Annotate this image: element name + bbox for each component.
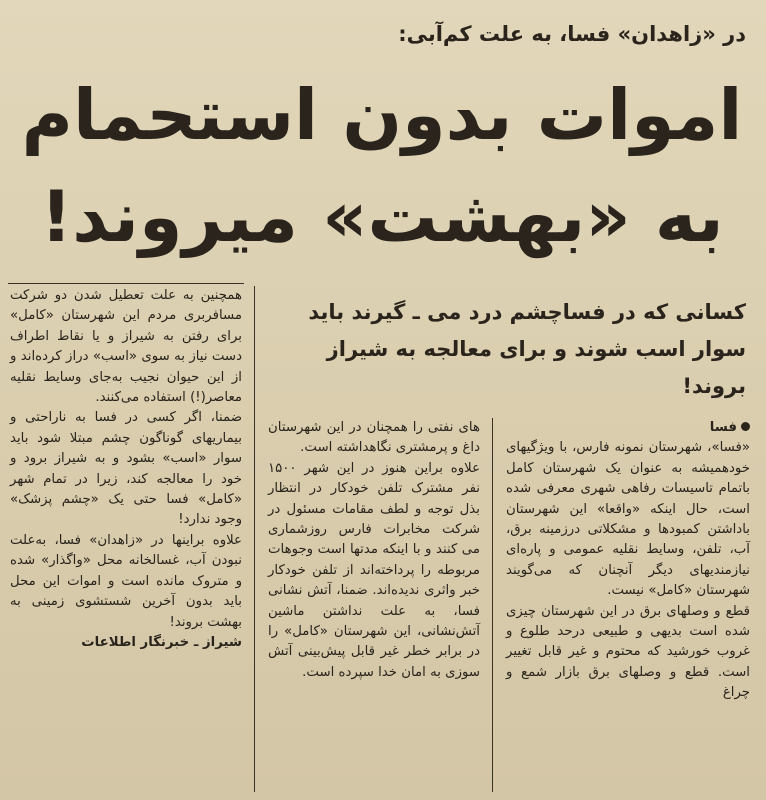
article-column-right xyxy=(506,418,750,704)
headline-line-2: به «بهشت» میروند! xyxy=(40,176,724,258)
column-paragraph: «فسا»، شهرستان نمونه فارس، با ویژگیهای خودهمیشه به عنوان یک شهرستان کامل باتمام تاسیسات رفاهی شهری معرفی شده است، حال اینکه «واقعا» این شهرستان باداشتن کمبودها و مشکلاتی درزمینه برق، آب، تلفن، وسایط نقلیه عمومی و پاره‌ای نیازمندیهای دیگر آنچنان که می‌گویند شهرستان «کامل» نیست. xyxy=(506,440,750,599)
bullet-icon xyxy=(741,422,750,431)
article-headline xyxy=(12,64,752,268)
column-divider-right xyxy=(492,418,493,792)
column-paragraph: علاوه براین هنوز در این شهر ۱۵۰۰ نفر مشترک تلفن خودکار در انتظار بذل توجه و لطف مقامات مسئول در شرکت مخابرات فارس روزشماری می کنند و با اینکه مدتها است وجوهات مربوطه را پرداخته‌اند از تلفن خودکار خبر واثری ندیده‌اند. ضمنا، آتش نشانی فسا، به علت نداشتن ماشین آتش‌نشانی، این شهرستان «کامل» را در برابر خطر غیر قابل پیش‌بینی آتش سوزی به امان خدا سپرده است. xyxy=(268,460,480,680)
article-byline: شیراز ـ خبرنگار اطلاعات xyxy=(81,634,242,650)
column-paragraph: ضمنا، اگر کسی در فسا به ناراحتی و بیماریهای گوناگون چشم مبتلا شود باید سوار «اسب» بشود و به شیراز برود و خود را معالجه کند، زیرا در تمام شهر «کامل» فسا حتی یک «چشم پزشک» وجود ندارد! xyxy=(10,410,242,528)
lead-paragraph xyxy=(506,418,750,438)
column-paragraph: قطع و وصلهای برق در این شهرستان چیزی شده است بدیهی و طبیعی درحد طلوع و غروب خورشید که محتوم و غیر قابل تغییر است. قطع و وصلهای برق بازار شمع و چراغ xyxy=(506,603,750,701)
dateline: فسا xyxy=(709,420,737,435)
column-paragraph: علاوه براینها در «زاهدان» فسا، به‌علت نبودن آب، غسالخانه محل «واگذار» شده و متروک مانده است و اموات این محل باید بدون آخرین شستشوی زمینی به بهشت بروند! xyxy=(10,532,242,630)
column-paragraph: های نفتی را همچنان در این شهرستان داغ و پرمشتری نگاهداشته است. xyxy=(268,420,480,456)
column-divider-horizontal xyxy=(8,283,244,284)
column-divider-left xyxy=(254,286,255,792)
column-paragraph: همچنین به علت تعطیل شدن دو شرکت مسافربری مردم این شهرستان «کامل» برای رفتن به شیراز و یا نقاط اطراف دست نیاز به سوی «اسب» دراز کرده‌اند و از این حیوان نجیب به‌جای وسایط نقلیه معاصر(!) استفاده می‌کنند. xyxy=(10,288,242,406)
headline-line-1: اموات بدون استحمام xyxy=(21,74,743,156)
article-column-left xyxy=(10,286,242,653)
article-subhead: کسانی که در فساچشم درد می ـ گیرند باید سوار اسب شوند و برای معالجه به شیراز بروند! xyxy=(308,300,746,398)
article-kicker: در «زاهدان» فسا، به علت کم‌آبی: xyxy=(398,22,746,46)
article-column-middle xyxy=(268,418,480,683)
